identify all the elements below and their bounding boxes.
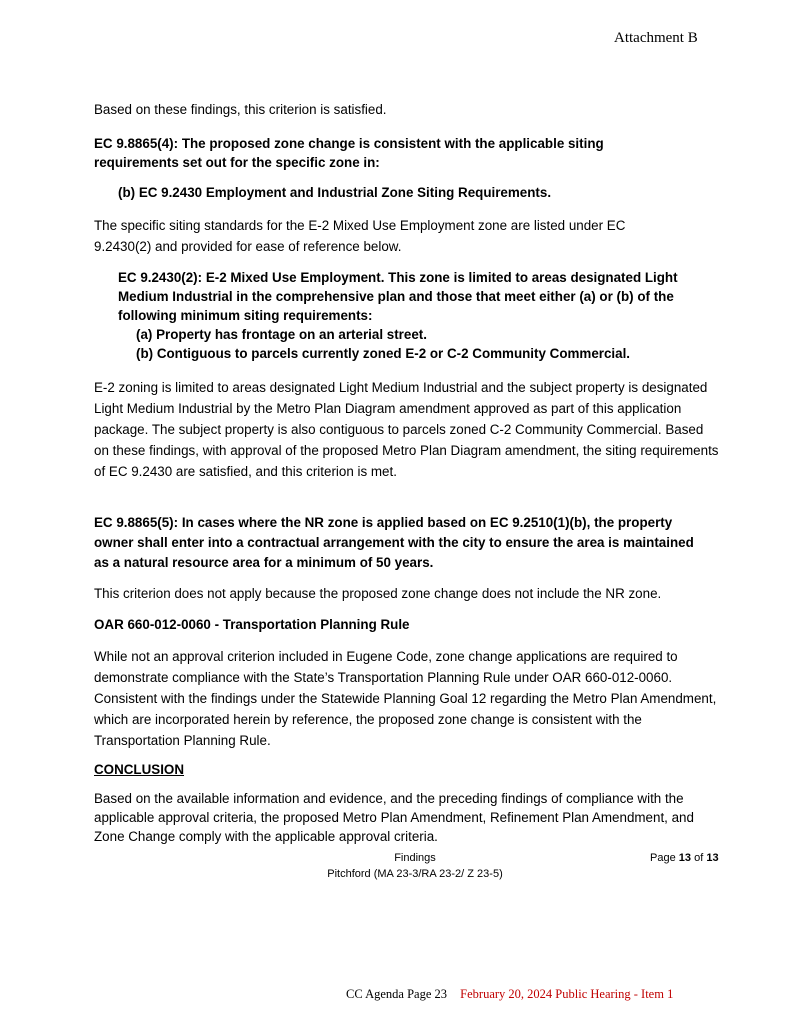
paragraph-conclusion: Based on the available information and evidence, and the preceding findings of compliance with the applicable approval criteria, the proposed Metro Plan Amendment, Refinement Plan Amendment, and Zone Change comply with the applicable approval criteria.	[94, 791, 694, 844]
page-label: Page	[650, 852, 676, 864]
criterion-subheading-b: (b) EC 9.2430 Employment and Industrial Zone Siting Requirements.	[118, 185, 552, 200]
agenda-hearing: February 20, 2024 Public Hearing - Item 1	[460, 987, 674, 1001]
footer-title: Findings	[394, 852, 436, 864]
code-quote-line3: following minimum siting requirements:	[118, 308, 373, 323]
footer-subtitle: Pitchford (MA 23-3/RA 23-2/ Z 23-5)	[327, 868, 503, 880]
code-quote-line1: EC 9.2430(2): E-2 Mixed Use Employment. This zone is limited to areas designated Light	[118, 270, 678, 285]
criterion-heading-4	[94, 134, 734, 172]
page-of-label: of	[694, 852, 704, 864]
paragraph-e2-zoning: E-2 zoning is limited to areas designated Light Medium Industrial and the subject property is designated Light Medium Industrial by the Metro Plan Diagram amendment approved as part of this application package. The subject property is also contiguous to parcels zoned C-2 Community Commercial. Based on these findings, with approval of the proposed Metro Plan Diagram amendment, the siting requirements of EC 9.2430 are satisfied, and this criterion is met.	[94, 380, 719, 479]
attachment-label: Attachment B	[614, 30, 698, 46]
code-quote-item-b: (b) Contiguous to parcels currently zoned E-2 or C-2 Community Commercial.	[136, 346, 631, 361]
criterion-heading-4-line1: EC 9.8865(4): The proposed zone change is consistent with the applicable siting	[94, 136, 604, 151]
tpr-heading: OAR 660-012-0060 - Transportation Planning Rule	[94, 617, 410, 632]
agenda-footer	[346, 987, 673, 1002]
footer-page-number	[650, 852, 719, 864]
conclusion-heading: CONCLUSION	[94, 762, 185, 777]
code-quote-block	[118, 268, 718, 363]
agenda-page: CC Agenda Page 23	[346, 987, 448, 1001]
paragraph-siting-standards: The specific siting standards for the E-2 Mixed Use Employment zone are listed under EC 9.2430(2) and provided for ease of reference below.	[94, 218, 626, 254]
paragraph-tpr: While not an approval criterion included in Eugene Code, zone change applications are required to demonstrate compliance with the State’s Transportation Planning Rule under OAR 660-012-0060. Consistent with the findings under the Statewide Planning Goal 12 regarding the Metro Plan Amendment, which are incorporated herein by reference, the proposed zone change is consistent with the Transportation Planning Rule.	[94, 649, 717, 748]
criterion-heading-5: EC 9.8865(5): In cases where the NR zone is applied based on EC 9.2510(1)(b), the property owner shall enter into a contractual arrangement with the city to ensure the area is maintained as a natural resource area for a minimum of 50 years.	[94, 515, 694, 570]
code-quote-item-a: (a) Property has frontage on an arterial street.	[136, 327, 427, 342]
page-current: 13	[678, 852, 692, 864]
paragraph-satisfied: Based on these findings, this criterion is satisfied.	[94, 102, 387, 117]
criterion-heading-4-line2: requirements set out for the specific zone in:	[94, 155, 380, 170]
paragraph-nr-not-applicable: This criterion does not apply because the proposed zone change does not include the NR zone.	[94, 586, 662, 601]
code-quote-line2: Medium Industrial in the comprehensive plan and those that meet either (a) or (b) of the	[118, 289, 674, 304]
page-total: 13	[706, 852, 719, 864]
